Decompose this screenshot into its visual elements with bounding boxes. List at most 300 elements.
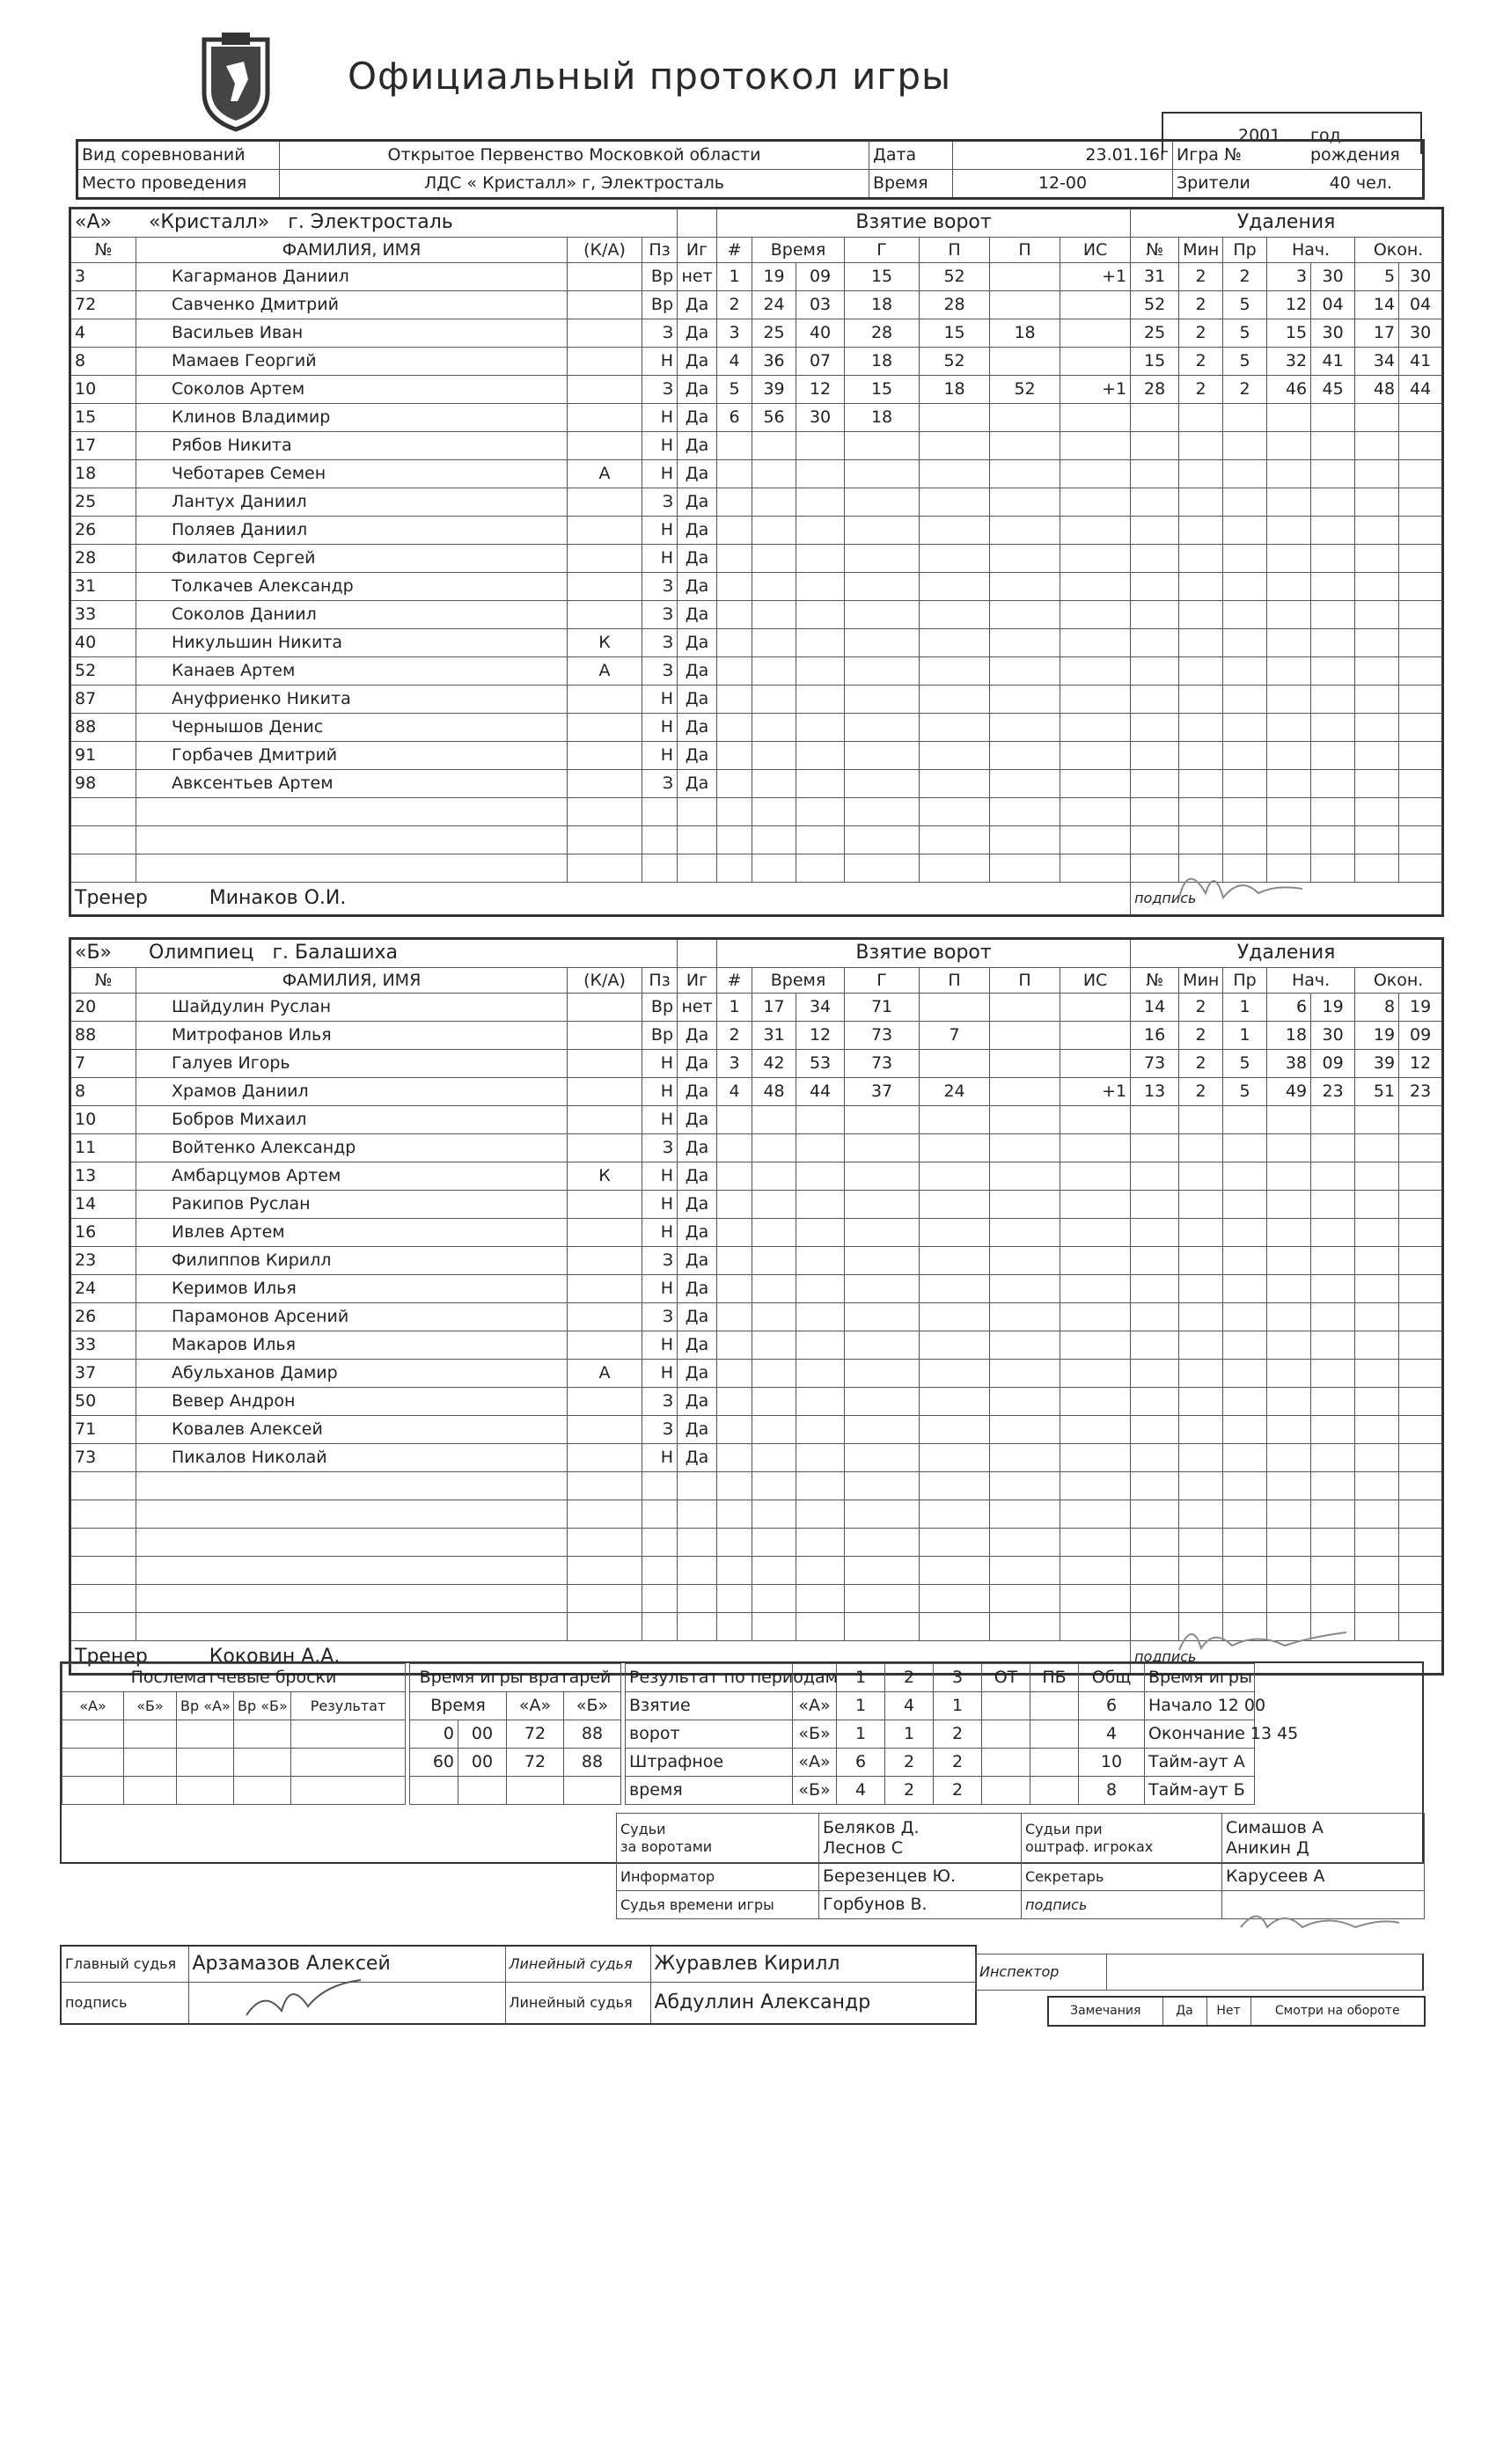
goal-scorer: 37 (845, 1078, 920, 1106)
pen-b-p1: 4 (837, 1777, 885, 1805)
player-role (568, 1078, 642, 1106)
secretary-sign-label: подпись (1022, 1891, 1222, 1919)
player-number: 88 (70, 714, 136, 742)
goal-assist-1: 52 (920, 348, 990, 376)
pen-reason: 1 (1223, 994, 1267, 1022)
secretary-label: Секретарь (1022, 1863, 1222, 1891)
player-name: Галуев Игорь (136, 1050, 568, 1078)
player-role (568, 601, 642, 629)
place-value: ЛДС « Кристалл» г, Электросталь (280, 170, 869, 199)
pen-min: 2 (1179, 1050, 1223, 1078)
player-position: З (642, 488, 678, 517)
pen-end-min: 5 (1355, 263, 1399, 291)
player-name: Мамаев Георгий (136, 348, 568, 376)
player-position: Н (642, 714, 678, 742)
player-position: Н (642, 545, 678, 573)
goal-num: 1 (717, 263, 752, 291)
gk-r1-b: 88 (564, 1720, 621, 1749)
timekeeper-label: Судья времени игры (617, 1891, 819, 1919)
goal-sec: 44 (796, 1078, 845, 1106)
pen-label-1: Штрафное (626, 1749, 793, 1777)
player-name: Соколов Артем (136, 376, 568, 404)
player-name: Кагарманов Даниил (136, 263, 568, 291)
coach-label: Тренер (75, 886, 148, 909)
player-played: Да (678, 1022, 717, 1050)
goal-is: +1 (1060, 376, 1131, 404)
goals-b-p3: 2 (934, 1720, 982, 1749)
player-position: З (642, 601, 678, 629)
goal-sec: 03 (796, 291, 845, 319)
table-row (70, 1050, 1443, 1078)
player-position: Н (642, 742, 678, 770)
table-row (70, 1585, 1443, 1613)
so-vra: Вр «А» (177, 1692, 234, 1720)
start-cell (1145, 1692, 1266, 1720)
pen-start-min: 12 (1267, 291, 1311, 319)
player-position: Вр (642, 263, 678, 291)
table-row (70, 1247, 1443, 1275)
player-played: Да (678, 319, 717, 348)
col-assist-1: П (920, 238, 990, 263)
col-pen-start: Нач. (1267, 968, 1355, 994)
goal-assist-1: 15 (920, 319, 990, 348)
goal-sec: 07 (796, 348, 845, 376)
pen-end-min: 19 (1355, 1022, 1399, 1050)
pen-min: 2 (1179, 263, 1223, 291)
table-row (70, 376, 1443, 404)
player-role (568, 686, 642, 714)
pen-start-sec: 41 (1311, 348, 1355, 376)
pen-end-sec: 30 (1399, 263, 1443, 291)
game-label: Игра № (1173, 141, 1424, 170)
col-name: ФАМИЛИЯ, ИМЯ (282, 239, 422, 260)
spectators-value: 40 чел. (1329, 173, 1392, 194)
timekeeper-value: Горбунов В. (819, 1891, 1022, 1919)
pen-min: 2 (1179, 348, 1223, 376)
team-letter: «Б» (75, 942, 113, 964)
player-played: Да (678, 545, 717, 573)
player-position: З (642, 1416, 678, 1444)
gk-r1-min: 0 (410, 1720, 458, 1749)
player-played: Да (678, 1388, 717, 1416)
player-name: Ивлев Артем (136, 1219, 568, 1247)
period-pb: ПБ (1030, 1664, 1079, 1692)
player-position: З (642, 573, 678, 601)
coach-sign-label: подпись (1134, 1648, 1197, 1666)
col-pen-num: № (1131, 238, 1179, 263)
date-value: 23.01.16г (953, 141, 1173, 170)
pen-player: 73 (1131, 1050, 1179, 1078)
goal-min: 25 (752, 319, 796, 348)
date-label: Дата (869, 141, 953, 170)
col-goal-scorer: Г (845, 968, 920, 994)
goal-assist-1: 24 (920, 1078, 990, 1106)
table-row (70, 826, 1443, 854)
so-b: «Б» (124, 1692, 177, 1720)
goal-scorer: 18 (845, 291, 920, 319)
pen-reason: 2 (1223, 376, 1267, 404)
player-number: 37 (70, 1360, 136, 1388)
table-row (70, 714, 1443, 742)
period-2: 2 (885, 1664, 934, 1692)
gk-r2-b: 88 (564, 1749, 621, 1777)
place-label: Место проведения (77, 170, 280, 199)
pen-b-p2: 2 (885, 1777, 934, 1805)
col-pen-num: № (1131, 968, 1179, 994)
penalty-judges-label (1022, 1814, 1222, 1863)
player-position: З (642, 657, 678, 686)
player-role (568, 263, 642, 291)
player-role (568, 291, 642, 319)
goal-num: 4 (717, 1078, 752, 1106)
pen-reason: 5 (1223, 291, 1267, 319)
main-ref-sign-label: подпись (61, 1983, 188, 2025)
player-played: Да (678, 601, 717, 629)
pen-player: 15 (1131, 348, 1179, 376)
col-ka: (К/А) (568, 238, 642, 263)
gk-r1-a: 72 (507, 1720, 564, 1749)
period-1: 1 (837, 1664, 885, 1692)
player-role (568, 1134, 642, 1162)
goals-a-p1: 1 (837, 1692, 885, 1720)
goal-scorer: 15 (845, 263, 920, 291)
pen-player: 14 (1131, 994, 1179, 1022)
player-played: Да (678, 1275, 717, 1303)
player-position: Н (642, 1106, 678, 1134)
table-row (70, 1134, 1443, 1162)
col-pz: Пз (642, 238, 678, 263)
start-hour: 12 (1217, 1696, 1239, 1716)
pen-player: 52 (1131, 291, 1179, 319)
col-pen-min: Мин (1179, 238, 1223, 263)
player-role (568, 1219, 642, 1247)
player-name: Храмов Даниил (136, 1078, 568, 1106)
goal-assist-2 (990, 291, 1060, 319)
start-min: 00 (1243, 1696, 1266, 1716)
birth-year-label: год рождения (1310, 126, 1400, 165)
player-played: Да (678, 1078, 717, 1106)
goal-assist-2 (990, 263, 1060, 291)
player-name: Горбачев Дмитрий (136, 742, 568, 770)
pen-end-min: 51 (1355, 1078, 1399, 1106)
player-position: Н (642, 1219, 678, 1247)
goal-sec: 30 (796, 404, 845, 432)
player-role: А (568, 1360, 642, 1388)
pen-start-min: 3 (1267, 263, 1311, 291)
pen-a-p1: 6 (837, 1749, 885, 1777)
inspector-value (1107, 1954, 1424, 1991)
goal-is: +1 (1060, 263, 1131, 291)
line-ref-1: Журавлев Кирилл (650, 1946, 976, 1983)
time-value: 12-00 (953, 170, 1173, 199)
player-played: Да (678, 404, 717, 432)
player-played: Да (678, 1331, 717, 1360)
goal-min: 36 (752, 348, 796, 376)
player-number: 98 (70, 770, 136, 798)
player-played: Да (678, 657, 717, 686)
so-result: Результат (291, 1692, 406, 1720)
table-row (70, 1444, 1443, 1472)
document-title: Официальный протокол игры (348, 55, 952, 98)
gk-time-table (409, 1663, 621, 1805)
player-role (568, 1416, 642, 1444)
player-role (568, 1444, 642, 1472)
pen-start-min: 46 (1267, 376, 1311, 404)
col-goal-num: # (717, 968, 752, 994)
player-name: Керимов Илья (136, 1275, 568, 1303)
goal-assist-2 (990, 348, 1060, 376)
coach-name: Минаков О.И. (209, 886, 347, 909)
goal-num: 1 (717, 994, 752, 1022)
player-role (568, 1106, 642, 1134)
goals-header: Взятие ворот (717, 939, 1131, 968)
player-role (568, 376, 642, 404)
player-name: Филиппов Кирилл (136, 1247, 568, 1275)
pen-start-sec: 09 (1311, 1050, 1355, 1078)
goal-assist-2 (990, 1050, 1060, 1078)
player-number: 20 (70, 994, 136, 1022)
player-number: 31 (70, 573, 136, 601)
player-number: 8 (70, 348, 136, 376)
goal-min: 24 (752, 291, 796, 319)
goal-scorer: 73 (845, 1050, 920, 1078)
goals-a-p3: 1 (934, 1692, 982, 1720)
player-role (568, 1275, 642, 1303)
player-name: Толкачев Александр (136, 573, 568, 601)
player-name: Поляев Даниил (136, 517, 568, 545)
pen-end-sec: 41 (1399, 348, 1443, 376)
player-name: Филатов Сергей (136, 545, 568, 573)
player-role (568, 742, 642, 770)
player-position: З (642, 1134, 678, 1162)
pen-a-p2: 2 (885, 1749, 934, 1777)
pen-end-min: 14 (1355, 291, 1399, 319)
pen-b-p3: 2 (934, 1777, 982, 1805)
player-played: Да (678, 348, 717, 376)
gk-r2-min: 60 (410, 1749, 458, 1777)
table-row (70, 348, 1443, 376)
col-ka: (К/А) (568, 968, 642, 994)
player-number: 50 (70, 1388, 136, 1416)
team-city: г. Балашиха (272, 942, 399, 964)
goal-sec: 34 (796, 994, 845, 1022)
player-position: Н (642, 1078, 678, 1106)
player-role (568, 348, 642, 376)
team-name: Олимпиец (148, 942, 254, 964)
player-position: З (642, 629, 678, 657)
player-number: 23 (70, 1247, 136, 1275)
pen-reason: 2 (1223, 263, 1267, 291)
table-row (70, 517, 1443, 545)
end-min: 45 (1277, 1724, 1299, 1744)
col-pen-end: Окон. (1355, 968, 1443, 994)
pen-start-sec: 30 (1311, 1022, 1355, 1050)
player-played: Да (678, 432, 717, 460)
goal-num: 4 (717, 348, 752, 376)
player-played: Да (678, 1360, 717, 1388)
penalties-header: Удаления (1131, 209, 1443, 238)
player-name: Чернышов Денис (136, 714, 568, 742)
table-row (70, 1360, 1443, 1388)
goal-num: 6 (717, 404, 752, 432)
table-row (70, 994, 1443, 1022)
player-played: Да (678, 629, 717, 657)
player-name: Ракипов Руслан (136, 1191, 568, 1219)
player-position: Н (642, 460, 678, 488)
judges-values (819, 1814, 1022, 1863)
gk-title: Время игры вратарей (410, 1664, 621, 1692)
table-row (70, 1557, 1443, 1585)
referees-table (60, 1945, 977, 2025)
player-name: Пикалов Николай (136, 1444, 568, 1472)
player-number: 17 (70, 432, 136, 460)
pen-min: 2 (1179, 1078, 1223, 1106)
player-name: Парамонов Арсений (136, 1303, 568, 1331)
pen-end-min: 34 (1355, 348, 1399, 376)
player-position: З (642, 1388, 678, 1416)
goals-a-total: 6 (1079, 1692, 1145, 1720)
player-number: 33 (70, 1331, 136, 1360)
player-role (568, 714, 642, 742)
player-played: Да (678, 742, 717, 770)
goal-assist-2 (990, 1022, 1060, 1050)
goal-assist-2: 18 (990, 319, 1060, 348)
birth-year: 2001 (1238, 126, 1281, 145)
pen-reason: 5 (1223, 319, 1267, 348)
pen-min: 2 (1179, 291, 1223, 319)
player-number: 52 (70, 657, 136, 686)
player-number: 26 (70, 517, 136, 545)
main-ref-label: Главный судья (61, 1946, 188, 1983)
player-role (568, 432, 642, 460)
so-vrb: Вр «Б» (234, 1692, 291, 1720)
table-row (70, 263, 1443, 291)
gk-r2-a: 72 (507, 1749, 564, 1777)
hockey-club-logo (195, 31, 276, 132)
player-role (568, 994, 642, 1022)
pen-min: 2 (1179, 994, 1223, 1022)
pen-reason: 5 (1223, 348, 1267, 376)
player-number: 40 (70, 629, 136, 657)
pen-label-2: время (626, 1777, 793, 1805)
pj-l1: Судьи при (1025, 1821, 1103, 1838)
pen-player: 16 (1131, 1022, 1179, 1050)
goal-scorer: 18 (845, 348, 920, 376)
player-number: 13 (70, 1162, 136, 1191)
coach-b-signature (1170, 1615, 1364, 1659)
player-played: Да (678, 460, 717, 488)
table-row (70, 319, 1443, 348)
pen-min: 2 (1179, 319, 1223, 348)
goal-min: 17 (752, 994, 796, 1022)
periods-title: Результат по периодам (626, 1664, 793, 1692)
table-row (70, 291, 1443, 319)
col-pen-start: Нач. (1267, 238, 1355, 263)
goals-b-p2: 1 (885, 1720, 934, 1749)
secretary-value: Карусеев А (1222, 1863, 1425, 1891)
pen-end-sec: 30 (1399, 319, 1443, 348)
player-position: Н (642, 686, 678, 714)
pen-start-sec: 30 (1311, 319, 1355, 348)
table-row (70, 1303, 1443, 1331)
goal-assist-2 (990, 1078, 1060, 1106)
player-played: Да (678, 517, 717, 545)
player-number: 91 (70, 742, 136, 770)
player-played: Да (678, 1444, 717, 1472)
player-name: Шайдулин Руслан (136, 994, 568, 1022)
goals-b-p1: 1 (837, 1720, 885, 1749)
inspector-label: Инспектор (976, 1954, 1107, 1991)
pen-end-min: 8 (1355, 994, 1399, 1022)
player-number: 25 (70, 488, 136, 517)
gk-a: «А» (507, 1692, 564, 1720)
player-position: З (642, 1303, 678, 1331)
table-row (70, 404, 1443, 432)
pj-l2: оштраф. игроках (1025, 1837, 1154, 1855)
player-number: 87 (70, 686, 136, 714)
player-number: 10 (70, 1106, 136, 1134)
goal-is (1060, 404, 1131, 432)
pen-start-sec: 23 (1311, 1078, 1355, 1106)
player-position: Вр (642, 291, 678, 319)
player-role (568, 1022, 642, 1050)
goals-b-total: 4 (1079, 1720, 1145, 1749)
col-pen-end: Окон. (1355, 238, 1443, 263)
goal-scorer: 15 (845, 376, 920, 404)
player-position: Н (642, 348, 678, 376)
player-played: Да (678, 376, 717, 404)
player-played: Да (678, 1191, 717, 1219)
table-row (70, 629, 1443, 657)
goal-assist-2 (990, 994, 1060, 1022)
remarks-yes: Да (1162, 1997, 1206, 2026)
table-row (70, 1191, 1443, 1219)
goal-sec: 53 (796, 1050, 845, 1078)
player-name: Абульханов Дамир (136, 1360, 568, 1388)
player-role (568, 573, 642, 601)
col-pz: Пз (642, 968, 678, 994)
teamA-header (70, 209, 678, 238)
player-played: Да (678, 1303, 717, 1331)
player-name: Авксентьев Артем (136, 770, 568, 798)
goal-assist-1: 52 (920, 263, 990, 291)
player-position: Н (642, 1162, 678, 1191)
col-pen-reason: Пр (1223, 968, 1267, 994)
game-time-title: Время игры (1145, 1664, 1255, 1692)
player-name: Войтенко Александр (136, 1134, 568, 1162)
pen-start-min: 15 (1267, 319, 1311, 348)
goal-min: 42 (752, 1050, 796, 1078)
player-name: Никульшин Никита (136, 629, 568, 657)
gk-b: «Б» (564, 1692, 621, 1720)
goal-assist-1: 7 (920, 1022, 990, 1050)
secretary-signature (1232, 1901, 1408, 1940)
pen-start-sec: 45 (1311, 376, 1355, 404)
goals-label-1: Взятие (626, 1692, 793, 1720)
end-hour: 13 (1250, 1724, 1272, 1744)
informer-value: Березенцев Ю. (819, 1863, 1022, 1891)
player-role (568, 1247, 642, 1275)
table-row (70, 432, 1443, 460)
player-role (568, 1050, 642, 1078)
goal-min: 19 (752, 263, 796, 291)
pen-end-sec: 19 (1399, 994, 1443, 1022)
pen-a-total: 10 (1079, 1749, 1145, 1777)
period-ot: ОТ (982, 1664, 1030, 1692)
gk-time-label: Время (410, 1692, 507, 1720)
pen-b-label: «Б» (793, 1777, 837, 1805)
time-label: Время (869, 170, 953, 199)
